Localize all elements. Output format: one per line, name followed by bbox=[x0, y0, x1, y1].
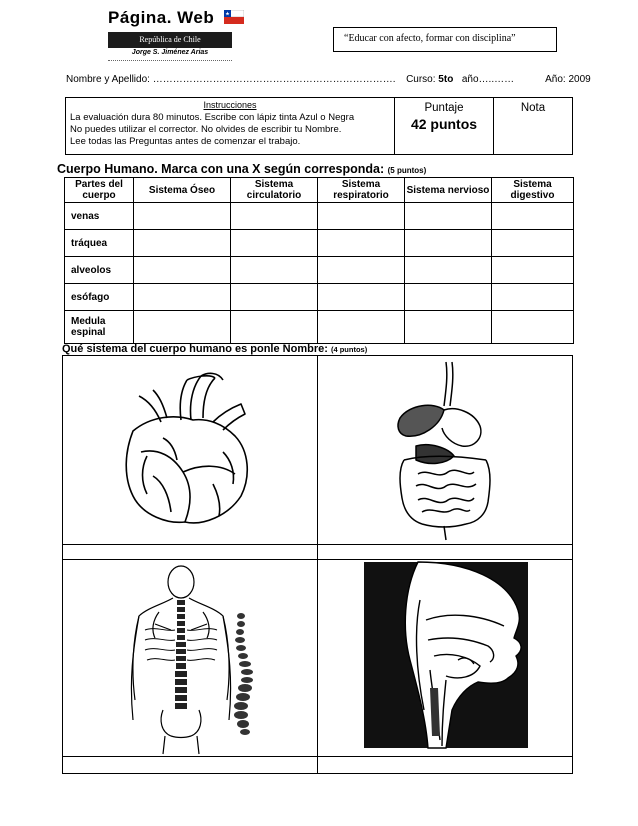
logo-title: Página. Web bbox=[108, 8, 215, 27]
column-header: Sistema Óseo bbox=[134, 178, 231, 203]
image-cell bbox=[63, 560, 318, 757]
answer-cell[interactable] bbox=[405, 230, 492, 257]
section1-points: (5 puntos) bbox=[387, 166, 427, 175]
instructions-box bbox=[65, 97, 573, 155]
instructions-cell bbox=[66, 98, 395, 155]
answer-cell[interactable] bbox=[134, 284, 231, 311]
course-label: Curso: bbox=[406, 74, 436, 85]
organ-images-table bbox=[62, 355, 573, 774]
section2-heading bbox=[62, 343, 367, 355]
answer-cell[interactable] bbox=[134, 203, 231, 230]
answer-cell[interactable] bbox=[318, 545, 573, 560]
answer-cell[interactable] bbox=[134, 230, 231, 257]
section2-title: Qué sistema del cuerpo humano es ponle Nombre: bbox=[62, 343, 328, 355]
answer-cell[interactable] bbox=[492, 311, 574, 344]
answer-cell[interactable] bbox=[134, 257, 231, 284]
column-header: Partes del cuerpo bbox=[65, 178, 134, 203]
head-section-illustration bbox=[318, 560, 572, 756]
table-row bbox=[65, 203, 574, 230]
row-label: esófago bbox=[65, 284, 134, 311]
answer-cell[interactable] bbox=[405, 284, 492, 311]
date-label: Año: 2009 bbox=[545, 74, 591, 85]
answer-cell[interactable] bbox=[134, 311, 231, 344]
logo-name: Jorge S. Jiménez Arias bbox=[131, 49, 209, 56]
score-value: 42 puntos bbox=[410, 116, 478, 132]
answer-cell[interactable] bbox=[63, 757, 318, 774]
answer-cell[interactable] bbox=[405, 257, 492, 284]
table-row bbox=[65, 284, 574, 311]
score-label: Puntaje bbox=[424, 102, 464, 114]
chile-flag-icon bbox=[224, 10, 244, 24]
answer-cell[interactable] bbox=[231, 284, 318, 311]
instruction-line: Lee todas las Preguntas antes de comenzar el trabajo. bbox=[70, 136, 301, 147]
instruction-line: La evaluación dura 80 minutos. Escribe con lápiz tinta Azul o Negra bbox=[70, 112, 355, 123]
answer-cell[interactable] bbox=[318, 284, 405, 311]
table-row bbox=[65, 311, 574, 344]
year-label[interactable]: año…..…… bbox=[461, 74, 515, 85]
answer-cell[interactable] bbox=[63, 545, 318, 560]
school-motto: “Educar con afecto, formar con disciplina” bbox=[333, 27, 557, 52]
image-cell bbox=[318, 560, 573, 757]
table-row bbox=[65, 230, 574, 257]
column-header: Sistema respiratorio bbox=[318, 178, 405, 203]
answer-cell[interactable] bbox=[405, 311, 492, 344]
answer-cell[interactable] bbox=[318, 203, 405, 230]
answer-cell[interactable] bbox=[492, 230, 574, 257]
table-header-row bbox=[65, 178, 574, 203]
body-systems-table bbox=[64, 177, 574, 344]
answer-cell[interactable] bbox=[492, 257, 574, 284]
table-row bbox=[65, 257, 574, 284]
answer-cell[interactable] bbox=[318, 257, 405, 284]
answer-cell[interactable] bbox=[231, 203, 318, 230]
score-cell bbox=[395, 98, 494, 155]
column-header: Sistema digestivo bbox=[492, 178, 574, 203]
skeleton-spine-illustration bbox=[63, 560, 317, 756]
logo-band: República de Chile bbox=[108, 32, 232, 48]
section2-points: (4 puntos) bbox=[330, 345, 368, 354]
instructions-title: Instrucciones bbox=[203, 100, 257, 110]
name-label[interactable]: Nombre y Apellido: ………………………………………………………………. bbox=[66, 74, 396, 85]
row-label: venas bbox=[65, 203, 134, 230]
grade-cell[interactable] bbox=[494, 98, 573, 155]
image-cell bbox=[63, 356, 318, 545]
answer-cell[interactable] bbox=[231, 230, 318, 257]
school-logo bbox=[108, 8, 246, 66]
answer-cell[interactable] bbox=[231, 311, 318, 344]
instruction-line: No puedes utilizar el corrector. No olvides de escribir tu Nombre. bbox=[70, 124, 342, 135]
section1-title: Cuerpo Humano. Marca con una X según corresponda: bbox=[57, 162, 385, 176]
digestive-system-illustration bbox=[318, 356, 572, 544]
answer-cell[interactable] bbox=[318, 757, 573, 774]
section1-heading bbox=[57, 162, 426, 176]
heart-illustration bbox=[63, 356, 317, 544]
answer-cell[interactable] bbox=[318, 311, 405, 344]
answer-cell[interactable] bbox=[492, 203, 574, 230]
answer-cell[interactable] bbox=[231, 257, 318, 284]
student-info-line bbox=[66, 74, 591, 85]
column-header: Sistema nervioso bbox=[405, 178, 492, 203]
logo-divider bbox=[108, 60, 232, 61]
row-label: tráquea bbox=[65, 230, 134, 257]
answer-cell[interactable] bbox=[405, 203, 492, 230]
row-label: Medula espinal bbox=[65, 311, 134, 344]
column-header: Sistema circulatorio bbox=[231, 178, 318, 203]
course-value: 5to bbox=[438, 74, 454, 85]
grade-label: Nota bbox=[520, 102, 546, 114]
answer-cell[interactable] bbox=[492, 284, 574, 311]
image-cell bbox=[318, 356, 573, 545]
answer-cell[interactable] bbox=[318, 230, 405, 257]
row-label: alveolos bbox=[65, 257, 134, 284]
